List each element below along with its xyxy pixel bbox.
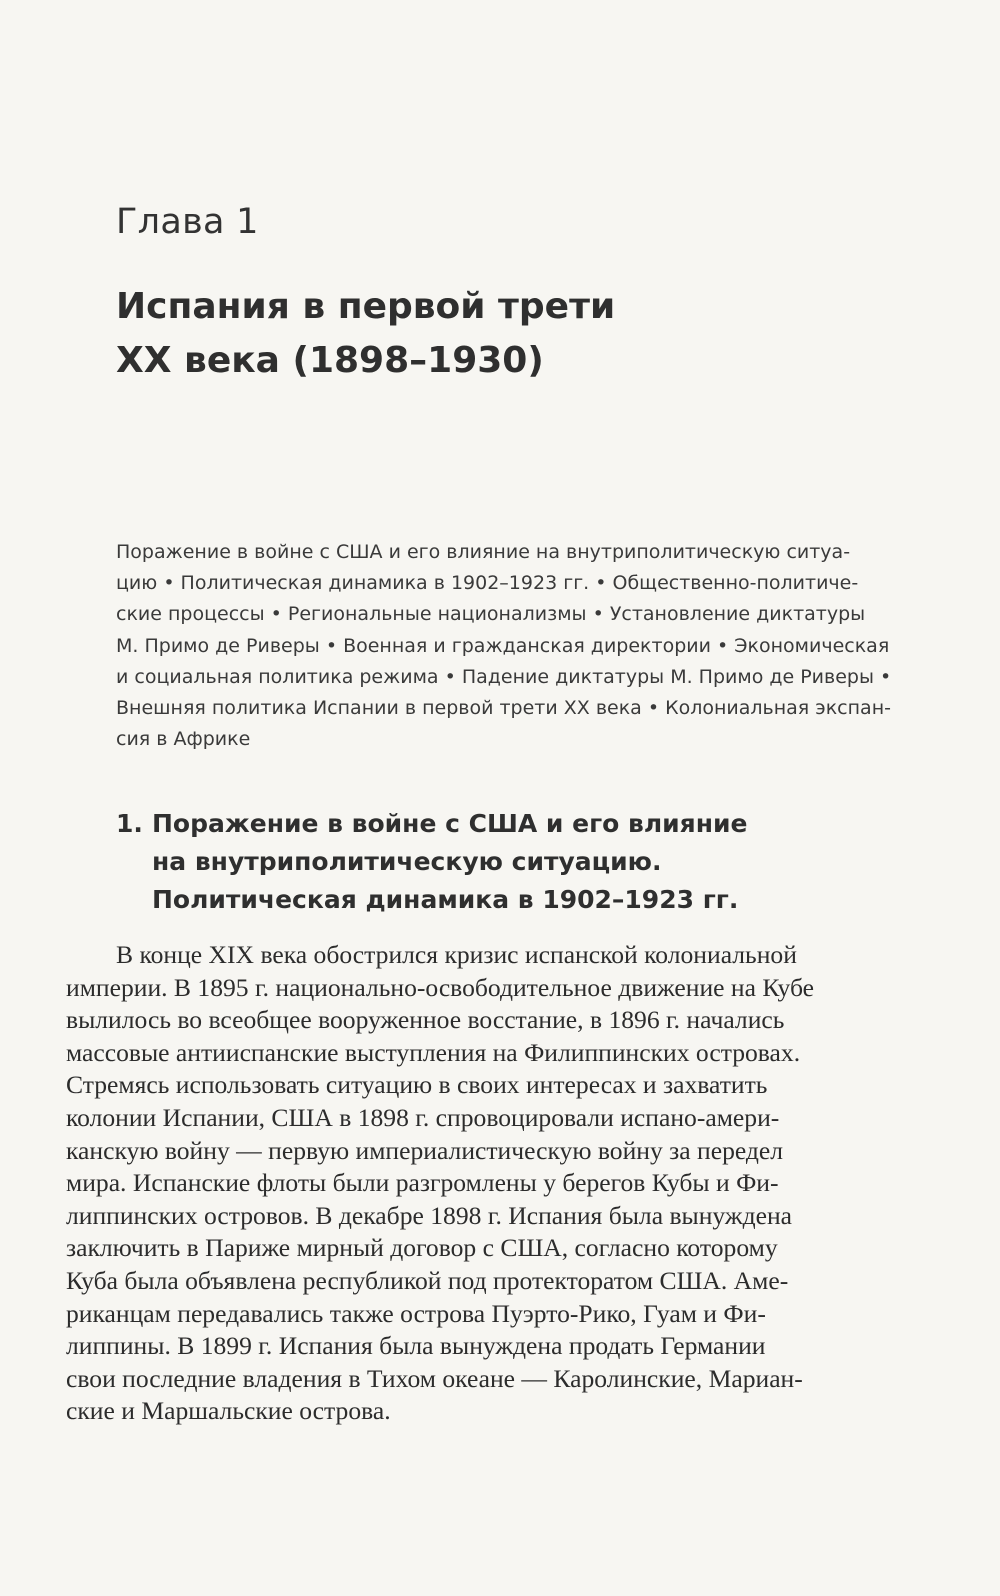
chapter-title: [116, 280, 876, 388]
body-paragraph: [66, 939, 912, 1428]
body-line: Куба была объявлена республикой под протекторатом США. Аме-: [66, 1265, 789, 1295]
chapter-title-line: XX века (1898–1930): [116, 340, 544, 381]
body-line: мира. Испанские флоты были разгромлены у берегов Кубы и Фи-: [66, 1168, 779, 1198]
section-title: [152, 805, 916, 919]
body-line: колонии Испании, США в 1898 г. спровоцировали испано-амери-: [66, 1102, 780, 1132]
summary-line: и социальная политика режима • Падение диктатуры М. Примо де Риверы •: [116, 665, 892, 688]
body-line: липпины. В 1899 г. Испания была вынуждена продать Германии: [66, 1331, 766, 1361]
summary-line: М. Примо де Риверы • Военная и гражданская директории • Экономическая: [116, 634, 890, 657]
body-line: массовые антииспанские выступления на Филиппинских островах.: [66, 1037, 801, 1067]
summary-line: Внешняя политика Испании в первой трети XX века • Колониальная экспан-: [116, 697, 891, 720]
section-number: 1.: [116, 809, 143, 838]
body-line: В конце XIX века обострился кризис испанской колониальной: [116, 940, 797, 969]
summary-line: Поражение в войне с США и его влияние на внутриполитическую ситуа-: [116, 541, 851, 563]
section-title-line: Политическая динамика в 1902–1923 гг.: [152, 885, 739, 914]
section-title-line: на внутриполитическую ситуацию.: [152, 847, 662, 876]
chapter-label: Глава 1: [116, 202, 259, 242]
body-line: свои последние владения в Тихом океане — Каролинские, Мариан-: [66, 1363, 803, 1393]
section-title-line: Поражение в войне с США и его влияние: [152, 809, 748, 838]
summary-line: цию • Политическая динамика в 1902–1923 гг. • Общественно-политиче-: [116, 572, 859, 595]
body-line: империи. В 1895 г. национально-освободительное движение на Кубе: [66, 972, 815, 1002]
body-line: канскую войну — первую империалистическую войну за передел: [66, 1135, 784, 1165]
body-line: Стремясь использовать ситуацию в своих интересах и захватить: [66, 1070, 768, 1100]
body-line: вылилось во всеобщее вооруженное восстание, в 1896 г. начались: [66, 1005, 785, 1035]
section-heading: [116, 805, 916, 919]
chapter-summary: [116, 537, 906, 755]
summary-line: сия в Африке: [116, 728, 251, 751]
body-line: заключить в Париже мирный договор с США, согласно которому: [66, 1233, 778, 1263]
summary-line: ские процессы • Региональные национализмы • Установление диктатуры: [116, 603, 866, 626]
body-line: липпинских островов. В декабре 1898 г. Испания была вынуждена: [66, 1200, 793, 1230]
body-line: ские и Маршальские острова.: [66, 1396, 391, 1426]
body-line: риканцам передавались также острова Пуэрто-Рико, Гуам и Фи-: [66, 1298, 766, 1328]
chapter-title-line: Испания в первой трети: [116, 286, 616, 327]
